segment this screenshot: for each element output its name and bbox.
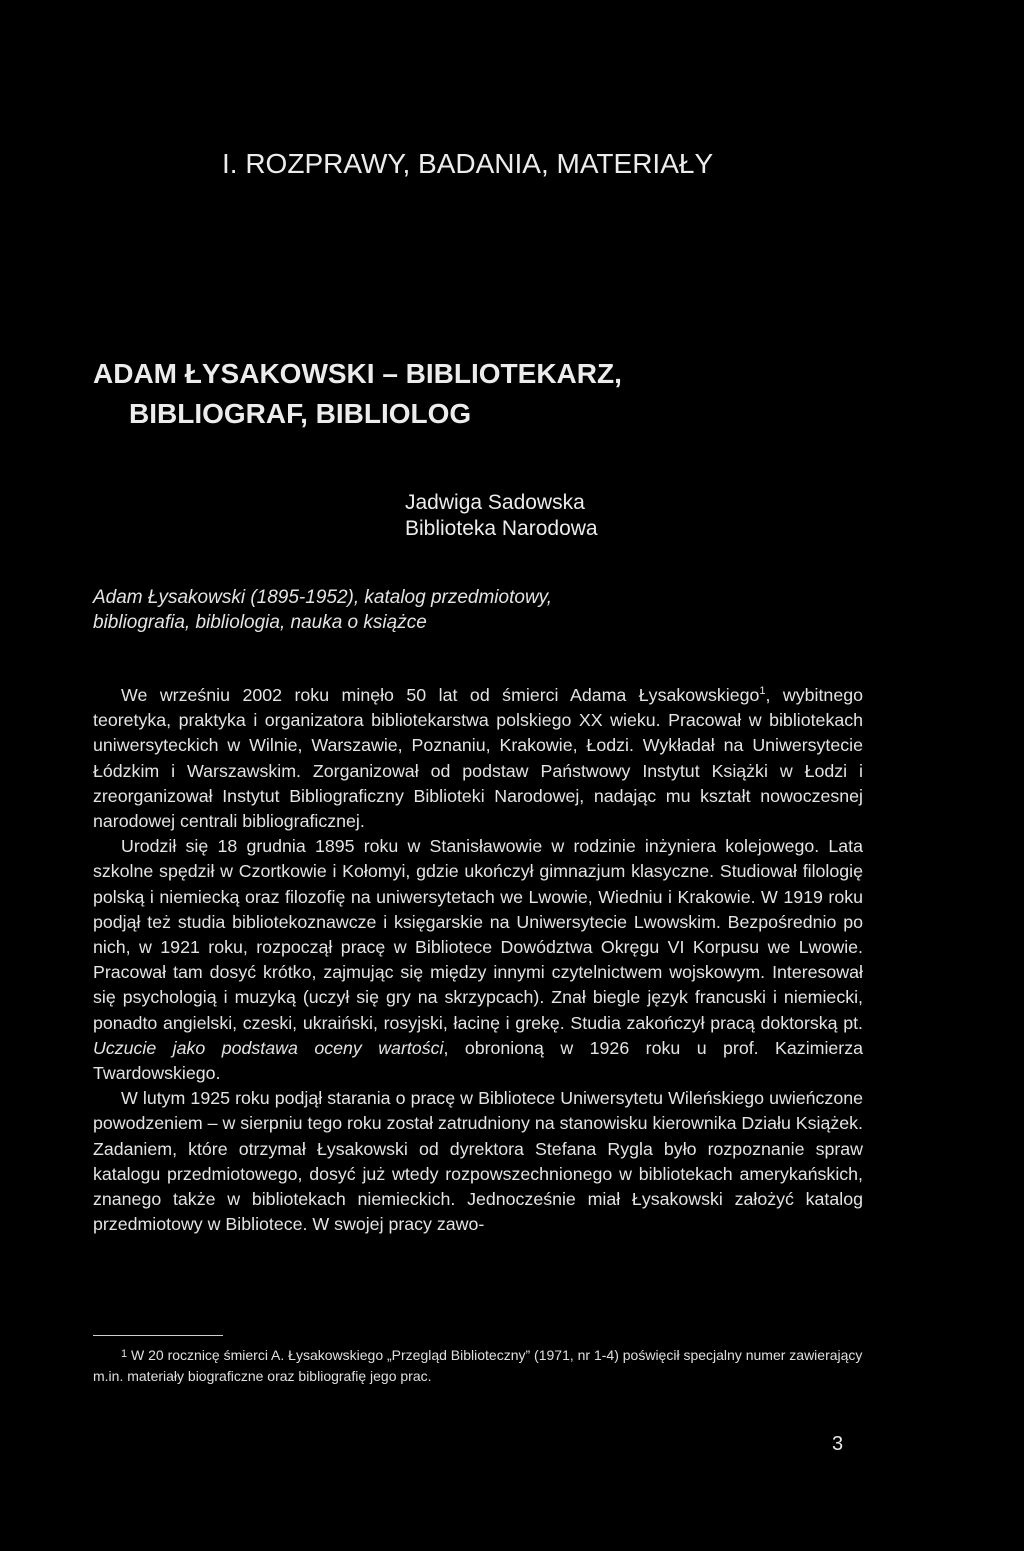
article-title [93, 354, 733, 434]
paragraph-3: W lutym 1925 roku podjął starania o pracę w Bibliotece Uniwersytetu Wileńskiego uwieńczone powodzeniem – w sierpniu tego roku został zatrudniony na stanowisku kierownika Działu Książek. Zadaniem, które otrzymał Łysakowski od dyrektora Stefana Rygla było rozpoznanie spraw katalogu przedmiotowego, dosyć już wtedy rozpowszechnionego w bibliotekach amerykańskich, znanego także w bibliotekach niemieckich. Jednocześnie miał Łysakowski założyć katalog przedmiotowy w Bibliotece. W swojej pracy zawo- [93, 1088, 863, 1235]
keywords: Adam Łysakowski (1895-1952), katalog przedmiotowy, bibliografia, bibliologia, nauka o książce [93, 587, 553, 633]
footnote-reference: 1 [759, 685, 766, 698]
article-body [93, 683, 863, 1237]
footnote-divider [93, 1335, 223, 1336]
page-number: 3 [832, 1433, 844, 1455]
article-title-line-2: BIBLIOGRAF, BIBLIOLOG [129, 398, 472, 429]
paragraph-2-text-b: , obronioną w 1926 roku u prof. Kazimierza Twardowskiego. [93, 1037, 863, 1084]
paragraph-2 [93, 834, 863, 1086]
author-block [405, 490, 598, 542]
footnote-text: W 20 rocznicę śmierci A. Łysakowskiego „Przegląd Biblioteczny” (1971, nr 1-4) poświęcił specjalny numer zawierający m.in. materiały biograficzne oraz bibliografię jego prac. [93, 1347, 863, 1384]
paragraph-1-text-b: , wybitnego teoretyka, praktyka i organizatora bibliotekarstwa polskiego XX wieku. Pracował w bibliotekach uniwersyteckich w Wilnie, Warszawie, Poznaniu, Krakowie, Łodzi. Wykładał na Uniwersytecie Łódzkim i Warszawskim. Zorganizował od podstaw Państwowy Instytut Książki w Łodzi i zreorganizował Instytut Bibliograficzny Biblioteki Narodowej, nadając mu kształt nowoczesnej narodowej centrali bibliograficznej. [93, 685, 863, 832]
paragraph-1 [93, 683, 863, 834]
author-affiliation: Biblioteka Narodowa [405, 517, 598, 540]
footnote-mark: 1 [121, 1348, 128, 1360]
paragraph-1-text-a: We wrześniu 2002 roku minęło 50 lat od śmierci Adama Łysakowskiego [121, 685, 760, 705]
footnote [93, 1344, 863, 1387]
paragraph-2-text-a: Urodził się 18 grudnia 1895 roku w Stanisławowie w rodzinie inżyniera kolejowego. Lata szkolne spędził w Czortkowie i Kołomyi, gdzie ukończył gimnazjum klasyczne. Studiował filologię polską i niemiecką oraz filozofię na uniwersytetach we Lwowie, Wiedniu i Krakowie. W 1919 roku podjął też studia bibliotekoznawcze i księgarskie na Uniwersytecie Lwowskim. Bezpośrednio po nich, w 1921 roku, rozpoczął pracę w Bibliotece Dowództwa Okręgu VI Korpusu we Lwowie. Pracował tam dosyć krótko, zajmując się między innymi czytelnictwem wojskowym. Interesował się psychologią i muzyką (uczył się gry na skrzypcach). Znał biegle język francuski i niemiecki, ponadto angielski, czeski, ukraiński, rosyjski, łacinę i grekę. Studia zakończył pracą doktorską pt. [93, 836, 863, 1033]
section-heading: I. ROZPRAWY, BADANIA, MATERIAŁY [222, 148, 714, 179]
dissertation-title: Uczucie jako podstawa oceny wartości [93, 1037, 444, 1058]
article-title-line-1: ADAM ŁYSAKOWSKI – BIBLIOTEKARZ, [93, 358, 622, 389]
author-name: Jadwiga Sadowska [405, 491, 585, 514]
